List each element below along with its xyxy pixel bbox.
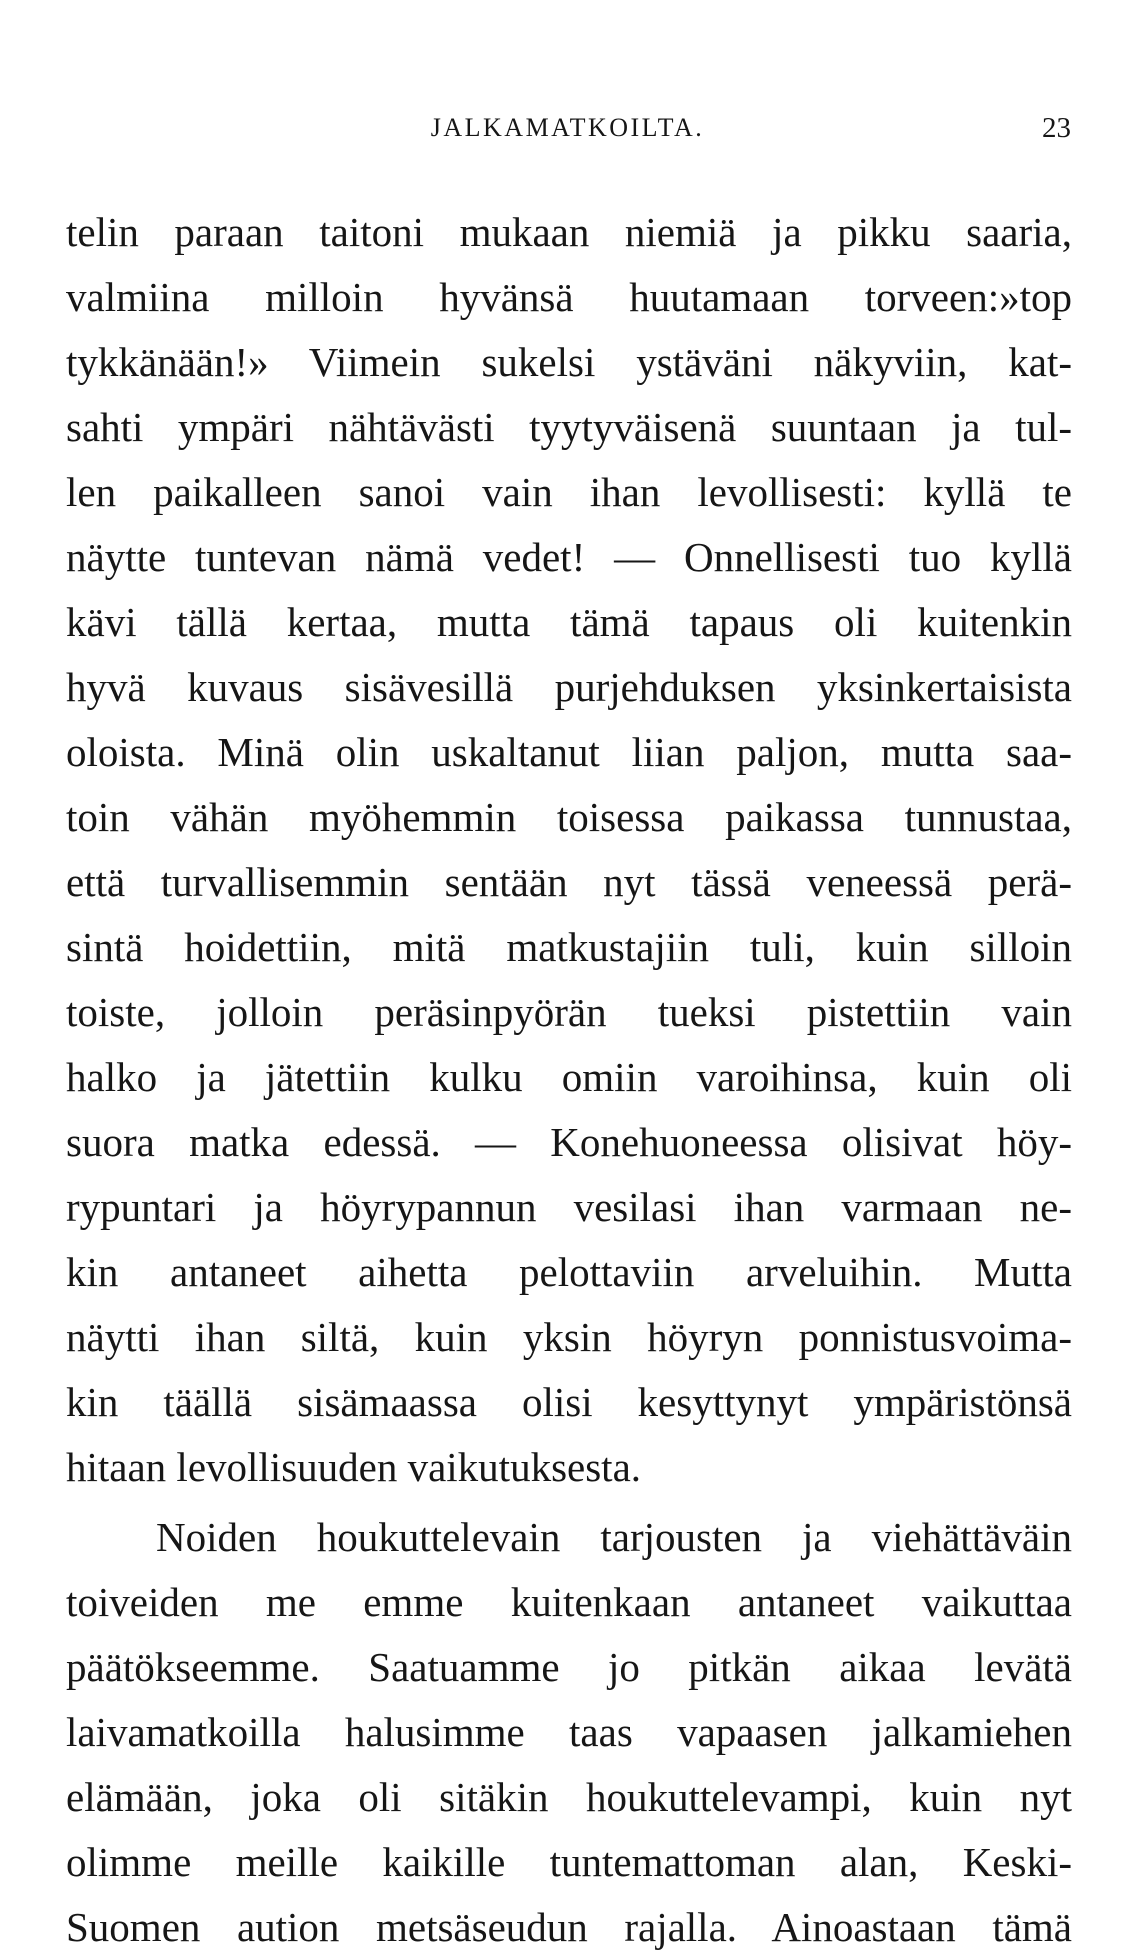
text-line: hyvä kuvaus sisävesillä purjehduksen yksinkertaisista <box>66 664 1072 710</box>
text-line: olimme meille kaikille tuntemattoman alan, Keski- <box>66 1839 1072 1885</box>
text-line: kin antaneet aihetta pelottaviin arveluihin. Mutta <box>66 1249 1072 1295</box>
text-line: näytti ihan siltä, kuin yksin höyryn ponnistusvoima- <box>66 1314 1072 1360</box>
text-line: tykkänään!» Viimein sukelsi ystäväni näkyviin, kat- <box>66 339 1072 385</box>
text-line: kin täällä sisämaassa olisi kesyttynyt ympäristönsä <box>66 1379 1072 1425</box>
text-line: toiste, jolloin peräsinpyörän tueksi pistettiin vain <box>66 989 1072 1035</box>
text-line: laivamatkoilla halusimme taas vapaasen jalkamiehen <box>66 1709 1072 1755</box>
text-line: suora matka edessä. — Konehuoneessa olisivat höy- <box>66 1119 1072 1165</box>
text-line: elämään, joka oli sitäkin houkuttelevampi, kuin nyt <box>66 1774 1072 1820</box>
page-number: 23 <box>1042 112 1071 144</box>
text-line: näytte tuntevan nämä vedet! — Onnellisesti tuo kyllä <box>66 534 1072 580</box>
text-line: halko ja jätettiin kulku omiin varoihinsa, kuin oli <box>66 1054 1072 1100</box>
paragraph-first-line: Noiden houkuttelevain tarjousten ja viehättäväin <box>156 1514 1072 1560</box>
paragraph-last-line: hitaan levollisuuden vaikutuksesta. <box>66 1444 642 1490</box>
text-line: telin paraan taitoni mukaan niemiä ja pikku saaria, <box>66 209 1072 255</box>
running-title: JALKAMATKOILTA. <box>430 113 705 142</box>
page-header <box>64 108 1071 148</box>
text-line: toiveiden me emme kuitenkaan antaneet vaikuttaa <box>66 1579 1072 1625</box>
text-line: rypuntari ja höyrypannun vesilasi ihan varmaan ne- <box>66 1184 1072 1230</box>
text-line: sahti ympäri nähtävästi tyytyväisenä suuntaan ja tul- <box>66 404 1072 450</box>
text-line: valmiina milloin hyvänsä huutamaan torveen:»top <box>66 274 1072 320</box>
text-line: oloista. Minä olin uskaltanut liian paljon, mutta saa- <box>66 729 1072 775</box>
text-line: päätökseemme. Saatuamme jo pitkän aikaa levätä <box>66 1644 1072 1690</box>
text-line: että turvallisemmin sentään nyt tässä veneessä perä- <box>66 859 1072 905</box>
text-line: len paikalleen sanoi vain ihan levollisesti: kyllä te <box>66 469 1072 515</box>
body-text <box>66 200 1072 1960</box>
text-line: kävi tällä kertaa, mutta tämä tapaus oli kuitenkin <box>66 599 1072 645</box>
text-line: sintä hoidettiin, mitä matkustajiin tuli, kuin silloin <box>66 924 1072 970</box>
text-line: Suomen aution metsäseudun rajalla. Ainoastaan tämä <box>66 1904 1072 1950</box>
text-line: toin vähän myöhemmin toisessa paikassa tunnustaa, <box>66 794 1072 840</box>
